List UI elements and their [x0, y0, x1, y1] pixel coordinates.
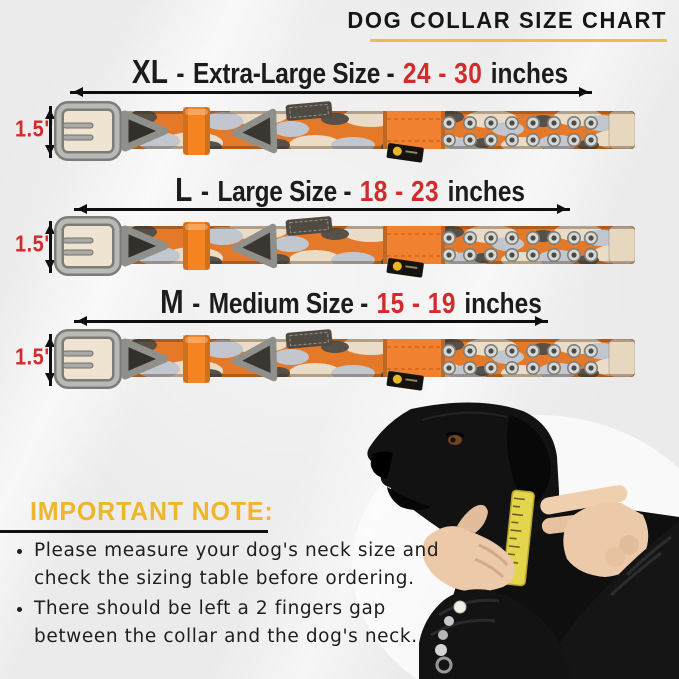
size-separator: - — [191, 286, 200, 320]
length-arrow-l — [74, 208, 570, 211]
size-range: 18 - 23 — [360, 174, 440, 208]
chart-header — [347, 7, 667, 42]
size-heading-xl — [0, 54, 679, 91]
size-name: Large Size - — [217, 174, 352, 208]
width-arrow-m — [49, 334, 52, 386]
note-bullet: • There should be left a 2 fingers gap between the collar and the dog's neck. — [34, 595, 446, 651]
size-name: Medium Size - — [208, 286, 368, 320]
size-code: M — [159, 284, 184, 321]
length-arrow-xl — [70, 91, 592, 94]
collar-photo-xl — [53, 99, 645, 163]
note-section — [30, 497, 273, 526]
page-title: DOG COLLAR SIZE CHART — [347, 7, 667, 34]
size-heading-l — [0, 172, 679, 209]
note-heading: IMPORTANT NOTE: — [30, 497, 274, 527]
width-arrow-l — [49, 221, 52, 273]
note-list — [8, 537, 446, 653]
size-code: L — [175, 172, 193, 209]
size-unit: inches — [447, 174, 526, 208]
size-unit: inches — [463, 286, 542, 320]
width-arrow-xl — [49, 106, 52, 158]
width-label-l: 1.5" — [15, 231, 55, 258]
size-range: 24 - 30 — [403, 56, 483, 90]
note-underline — [0, 530, 268, 533]
size-range: 15 - 19 — [376, 286, 456, 320]
size-code: XL — [132, 54, 169, 91]
collar-photo-m — [53, 327, 645, 391]
size-separator: - — [176, 56, 186, 90]
collar-photo-l — [53, 214, 645, 278]
size-heading-m — [0, 284, 679, 321]
width-label-xl: 1.5" — [15, 116, 55, 143]
note-bullet: • Please measure your dog's neck size and check the sizing table before ordering. — [34, 537, 446, 593]
length-arrow-m — [74, 320, 548, 323]
title-underline — [370, 39, 667, 42]
size-name: Extra-Large Size - — [193, 56, 395, 90]
size-separator: - — [201, 174, 210, 208]
size-unit: inches — [491, 56, 569, 90]
width-label-m: 1.5" — [15, 344, 55, 371]
